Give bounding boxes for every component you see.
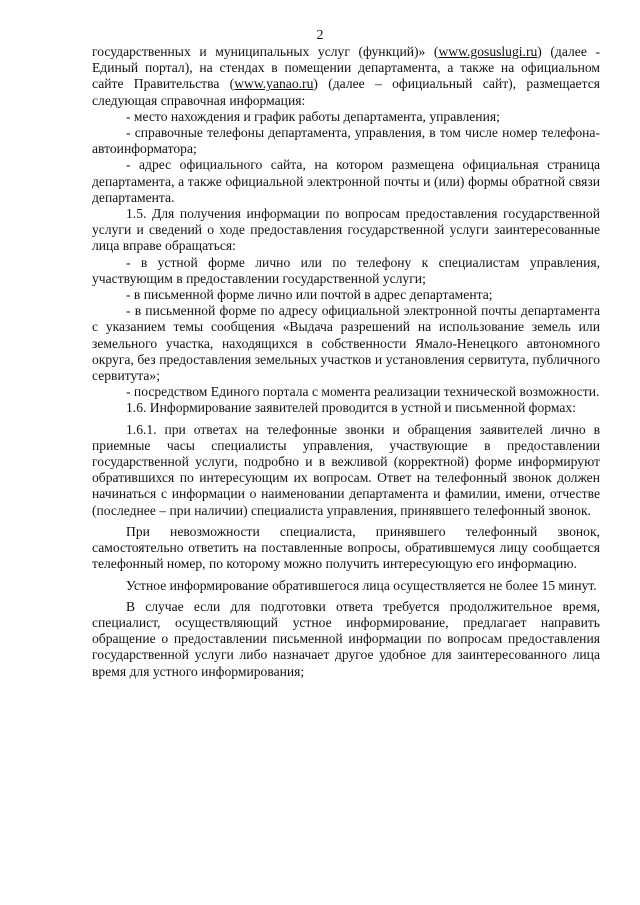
- text-fragment: ) (далее - Единый портал), на стендах в помещении департамента, а также на официальном сайте Правительства (: [92, 44, 600, 92]
- paragraph: В случае если для подготовки ответа требуется продолжительное время, специалист, осуществляющий устное информирование, предлагает направить обращение о предоставлении письменной информации по вопросам предоставления государственной услуги либо назначает другое удобное для заинтересованного лица время для устного информирования;: [92, 598, 600, 679]
- document-body: [92, 44, 600, 680]
- page-number: 2: [316, 28, 324, 43]
- list-item: - адрес официального сайта, на котором размещена официальная страница департамента, а также официальной электронной почты и (или) формы обратной связи департамента.: [92, 157, 600, 205]
- list-item: - место нахождения и график работы департамента, управления;: [126, 108, 500, 124]
- yanao-link[interactable]: www.yanao.ru: [234, 76, 314, 92]
- list-item: - справочные телефоны департамента, управления, в том числе номер телефона-автоинформатора;: [92, 125, 600, 157]
- text-fragment: государственных и муниципальных услуг (функций)» (: [92, 44, 439, 59]
- text-fragment: ) (далее – официальный сайт), размещается следующая справочная информация:: [92, 76, 600, 108]
- section-1-6: 1.6. Информирование заявителей проводится в устной и письменной формах:: [126, 400, 576, 416]
- section-1-6-1: 1.6.1. при ответах на телефонные звонки и обращения заявителей лично в приемные часы специалисты управления, участвующие в предоставлении государственной услуги, подробно и в вежливой (корректной) форме информируют обратившихся по интересующим их вопросам. Ответ на телефонный звонок должен начинаться с информации о наименовании департамента и фамилии, имени, отчестве (последнее – при наличии) специалиста управления, принявшего телефонный звонок.: [92, 421, 600, 518]
- paragraph-portal-info: [92, 44, 600, 109]
- list-item: - в устной форме лично или по телефону к специалистам управления, участвующим в предоставлении государственной услуги;: [92, 254, 600, 286]
- list-item: - посредством Единого портала с момента реализации технической возможности.: [126, 384, 600, 400]
- paragraph: Устное информирование обратившегося лица осуществляется не более 15 минут.: [126, 577, 597, 593]
- paragraph: При невозможности специалиста, принявшего телефонный звонок, самостоятельно ответить на поставленные вопросы, обратившемуся лицу сообщается телефонный номер, по которому можно получить интересующую его информацию.: [92, 523, 600, 572]
- gosuslugi-link[interactable]: www.gosuslugi.ru: [438, 44, 538, 59]
- section-1-5: 1.5. Для получения информации по вопросам предоставления государственной услуги и сведений о ходе предоставления государственной услуги заинтересованные лица вправе обращаться:: [92, 206, 600, 254]
- list-item: - в письменной форме по адресу официальной электронной почты департамента с указанием темы сообщения «Выдача разрешений на использование земель или земельного участка, находящихся в собственности Ямало-Ненецкого автономного округа, без предоставления земельных участков и установления сервитута, публичного сервитута»;: [92, 303, 600, 384]
- list-item: - в письменной форме лично или почтой в адрес департамента;: [126, 287, 493, 303]
